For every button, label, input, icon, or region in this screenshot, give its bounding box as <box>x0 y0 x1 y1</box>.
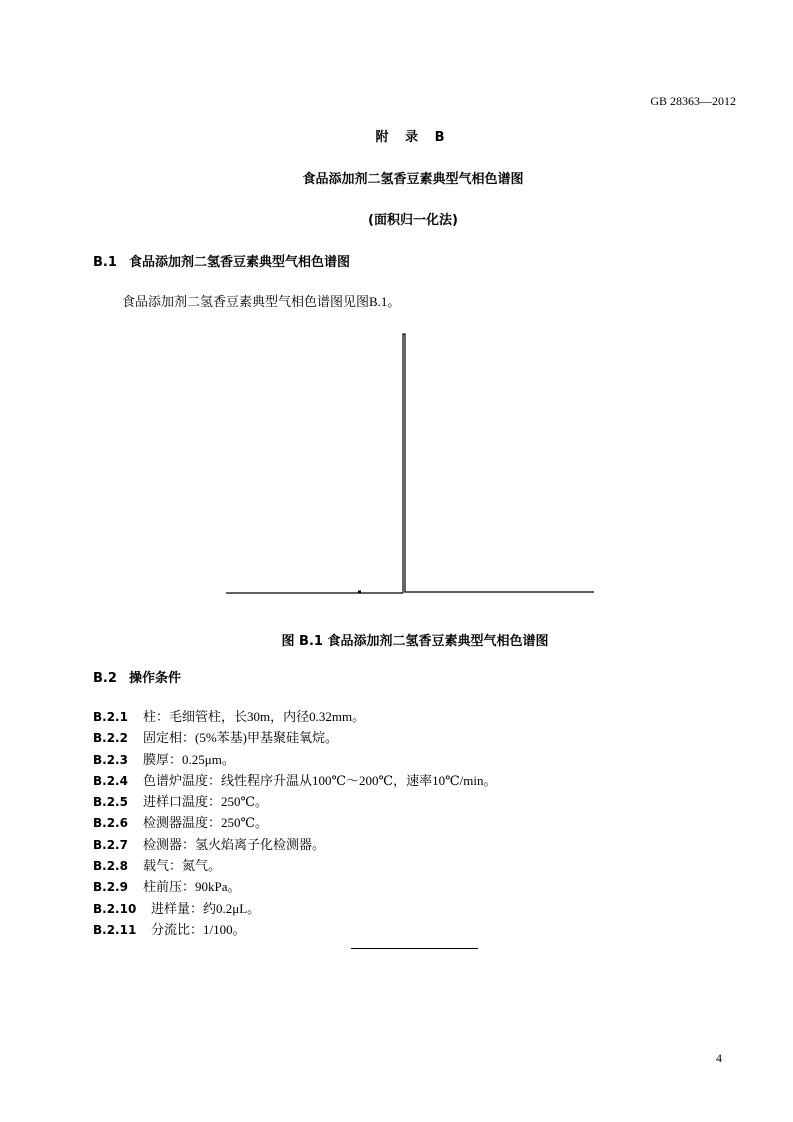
condition-text: 进样量：约0.2μL。 <box>151 901 261 916</box>
section-b2-heading <box>93 667 181 686</box>
condition-number: B.2.5 <box>93 795 128 809</box>
appendix-title: 附 录 B <box>375 130 451 145</box>
condition-text: 柱前压：90kPa。 <box>143 879 241 894</box>
condition-text: 色谱炉温度：线性程序升温从100℃～200℃，速率10℃/min。 <box>143 773 497 788</box>
section-b1-number: B.1 <box>93 255 117 270</box>
condition-text: 分流比：1/100。 <box>151 922 246 937</box>
condition-text: 膜厚：0.25μm。 <box>143 752 235 767</box>
condition-number: B.2.7 <box>93 838 128 852</box>
condition-item <box>93 876 241 895</box>
condition-item <box>93 898 260 917</box>
condition-number: B.2.11 <box>93 923 137 937</box>
condition-text: 进样口温度：250℃。 <box>143 794 269 809</box>
condition-item <box>93 919 246 938</box>
end-rule <box>351 948 478 949</box>
condition-number: B.2.4 <box>93 774 128 788</box>
standard-code: GB 28363—2012 <box>650 94 736 108</box>
condition-text: 检测器温度：250℃。 <box>143 815 269 830</box>
condition-text: 固定相：(5%苯基)甲基聚硅氧烷。 <box>143 730 338 745</box>
chromatogram-peak <box>403 334 409 593</box>
page-number: 4 <box>716 1051 722 1065</box>
condition-number: B.2.1 <box>93 710 128 724</box>
condition-text: 检测器：氢火焰离子化检测器。 <box>143 837 326 852</box>
condition-item <box>93 749 235 768</box>
condition-item <box>93 812 268 831</box>
condition-number: B.2.10 <box>93 902 137 916</box>
chromatogram-figure <box>226 330 596 600</box>
section-b1-heading <box>93 251 350 270</box>
condition-text: 载气：氮气。 <box>143 858 222 873</box>
section-b2-number: B.2 <box>93 671 117 686</box>
condition-item <box>93 834 325 853</box>
appendix-sub-title: (面积归一化法) <box>368 213 458 228</box>
section-b1-title: 食品添加剂二氢香豆素典型气相色谱图 <box>129 255 351 270</box>
appendix-main-title: 食品添加剂二氢香豆素典型气相色谱图 <box>302 172 524 187</box>
condition-number: B.2.3 <box>93 753 128 767</box>
condition-item <box>93 770 496 789</box>
chromatogram-minor-mark <box>358 591 361 594</box>
section-b1-paragraph: 食品添加剂二氢香豆素典型气相色谱图见图B.1。 <box>122 294 401 309</box>
condition-item <box>93 727 338 746</box>
condition-item <box>93 855 221 874</box>
condition-number: B.2.2 <box>93 731 128 745</box>
condition-number: B.2.9 <box>93 880 128 894</box>
condition-text: 柱：毛细管柱，长30m，内径0.32mm。 <box>143 709 366 724</box>
condition-item <box>93 706 365 725</box>
condition-number: B.2.8 <box>93 859 128 873</box>
condition-item <box>93 791 268 810</box>
figure-caption: 图 B.1 食品添加剂二氢香豆素典型气相色谱图 <box>281 634 549 649</box>
section-b2-title: 操作条件 <box>129 671 182 686</box>
condition-number: B.2.6 <box>93 816 128 830</box>
